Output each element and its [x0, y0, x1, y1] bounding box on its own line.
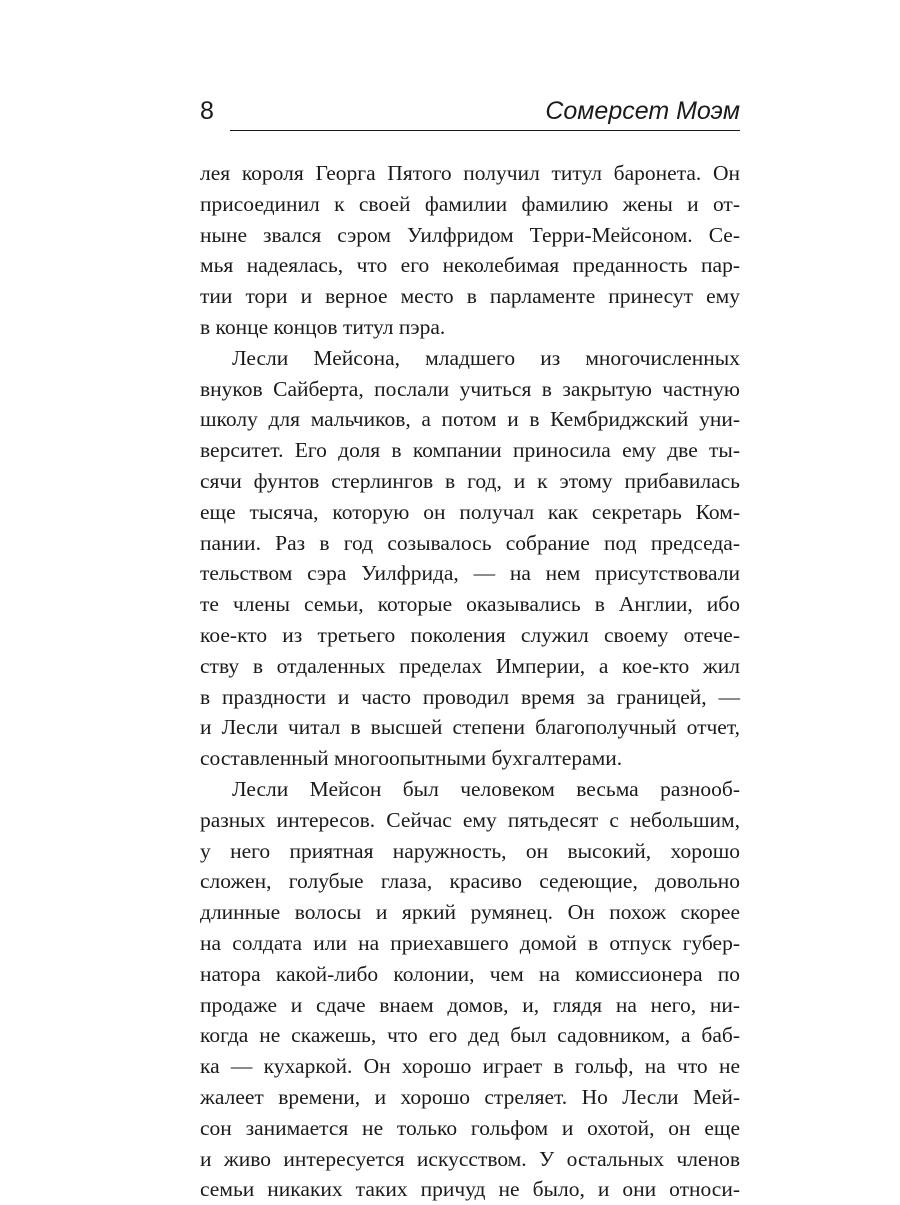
paragraph-1 [200, 158, 740, 343]
text-line: и Лесли читал в высшей степени благополучный отчет, [200, 715, 740, 740]
running-title: Сомерсет Моэм [545, 97, 740, 125]
text-line: сячи фунтов стерлингов в год, и к этому прибавилась [200, 468, 740, 493]
text-line: натора какой-либо колонии, чем на комиссионера по [200, 961, 740, 986]
text-line: верситет. Его доля в компании приносила ему две ты- [200, 438, 740, 463]
page-header [200, 96, 740, 130]
text-line: когда не скажешь, что его дед был садовником, а баб- [200, 1023, 740, 1048]
text-line: ка — кухаркой. Он хорошо играет в гольф, на что не [200, 1054, 740, 1079]
text-line: кое-кто из третьего поколения служил своему отече- [200, 622, 740, 647]
text-line: те члены семьи, которые оказывались в Англии, ибо [200, 592, 740, 617]
text-line: школу для мальчиков, а потом и в Кембриджский уни- [200, 407, 740, 432]
text-line: и живо интересуется искусством. У остальных членов [200, 1146, 740, 1171]
text-line: в праздности и часто проводил время за границей, — [200, 684, 740, 709]
text-line: ству в отдаленных пределах Империи, а кое-кто жил [200, 653, 740, 678]
text-line: присоединил к своей фамилии фамилию жены и от- [200, 191, 740, 216]
text-line: жалеет времени, и хорошо стреляет. Но Лесли Мей- [200, 1084, 740, 1109]
text-line: продаже и сдаче внаем домов, и, глядя на него, ни- [200, 992, 740, 1017]
text-line: в конце концов титул пэра. [200, 314, 446, 339]
text-line: семьи никаких таких причуд не было, и они относи- [200, 1177, 740, 1202]
text-line: Лесли Мейсона, младшего из многочисленных [232, 345, 740, 370]
text-line: пании. Раз в год созывалось собрание под председа- [200, 530, 740, 555]
paragraph-3 [200, 774, 740, 1205]
text-line: у него приятная наружность, он высокий, хорошо [200, 838, 740, 863]
text-line: на солдата или на приехавшего домой в отпуск губер- [200, 930, 740, 955]
text-line: Лесли Мейсон был человеком весьма разнооб- [232, 776, 740, 801]
paragraph-2 [200, 343, 740, 774]
text-line: ныне звался сэром Уилфридом Терри-Мейсоном. Се- [200, 222, 740, 247]
text-line: тельством сэра Уилфрида, — на нем присутствовали [200, 561, 740, 586]
body-text [200, 158, 740, 1205]
page-number: 8 [200, 97, 214, 125]
text-line: сон занимается не только гольфом и охотой, он еще [200, 1115, 740, 1140]
text-line: внуков Сайберта, послали учиться в закрытую частную [200, 376, 740, 401]
text-line: длинные волосы и яркий румянец. Он похож скорее [200, 900, 740, 925]
text-line: сложен, голубые глаза, красиво седеющие, довольно [200, 869, 740, 894]
text-line: тии тори и верное место в парламенте принесут ему [200, 284, 740, 309]
text-line: составленный многоопытными бухгалтерами. [200, 746, 623, 771]
text-line: лея короля Георга Пятого получил титул баронета. Он [200, 161, 740, 185]
text-line: разных интересов. Сейчас ему пятьдесят с небольшим, [200, 807, 740, 832]
text-line: еще тысяча, которую он получал как секретарь Ком- [200, 499, 740, 524]
header-rule [230, 130, 740, 131]
text-line: мья надеялась, что его неколебимая преданность пар- [200, 253, 740, 278]
